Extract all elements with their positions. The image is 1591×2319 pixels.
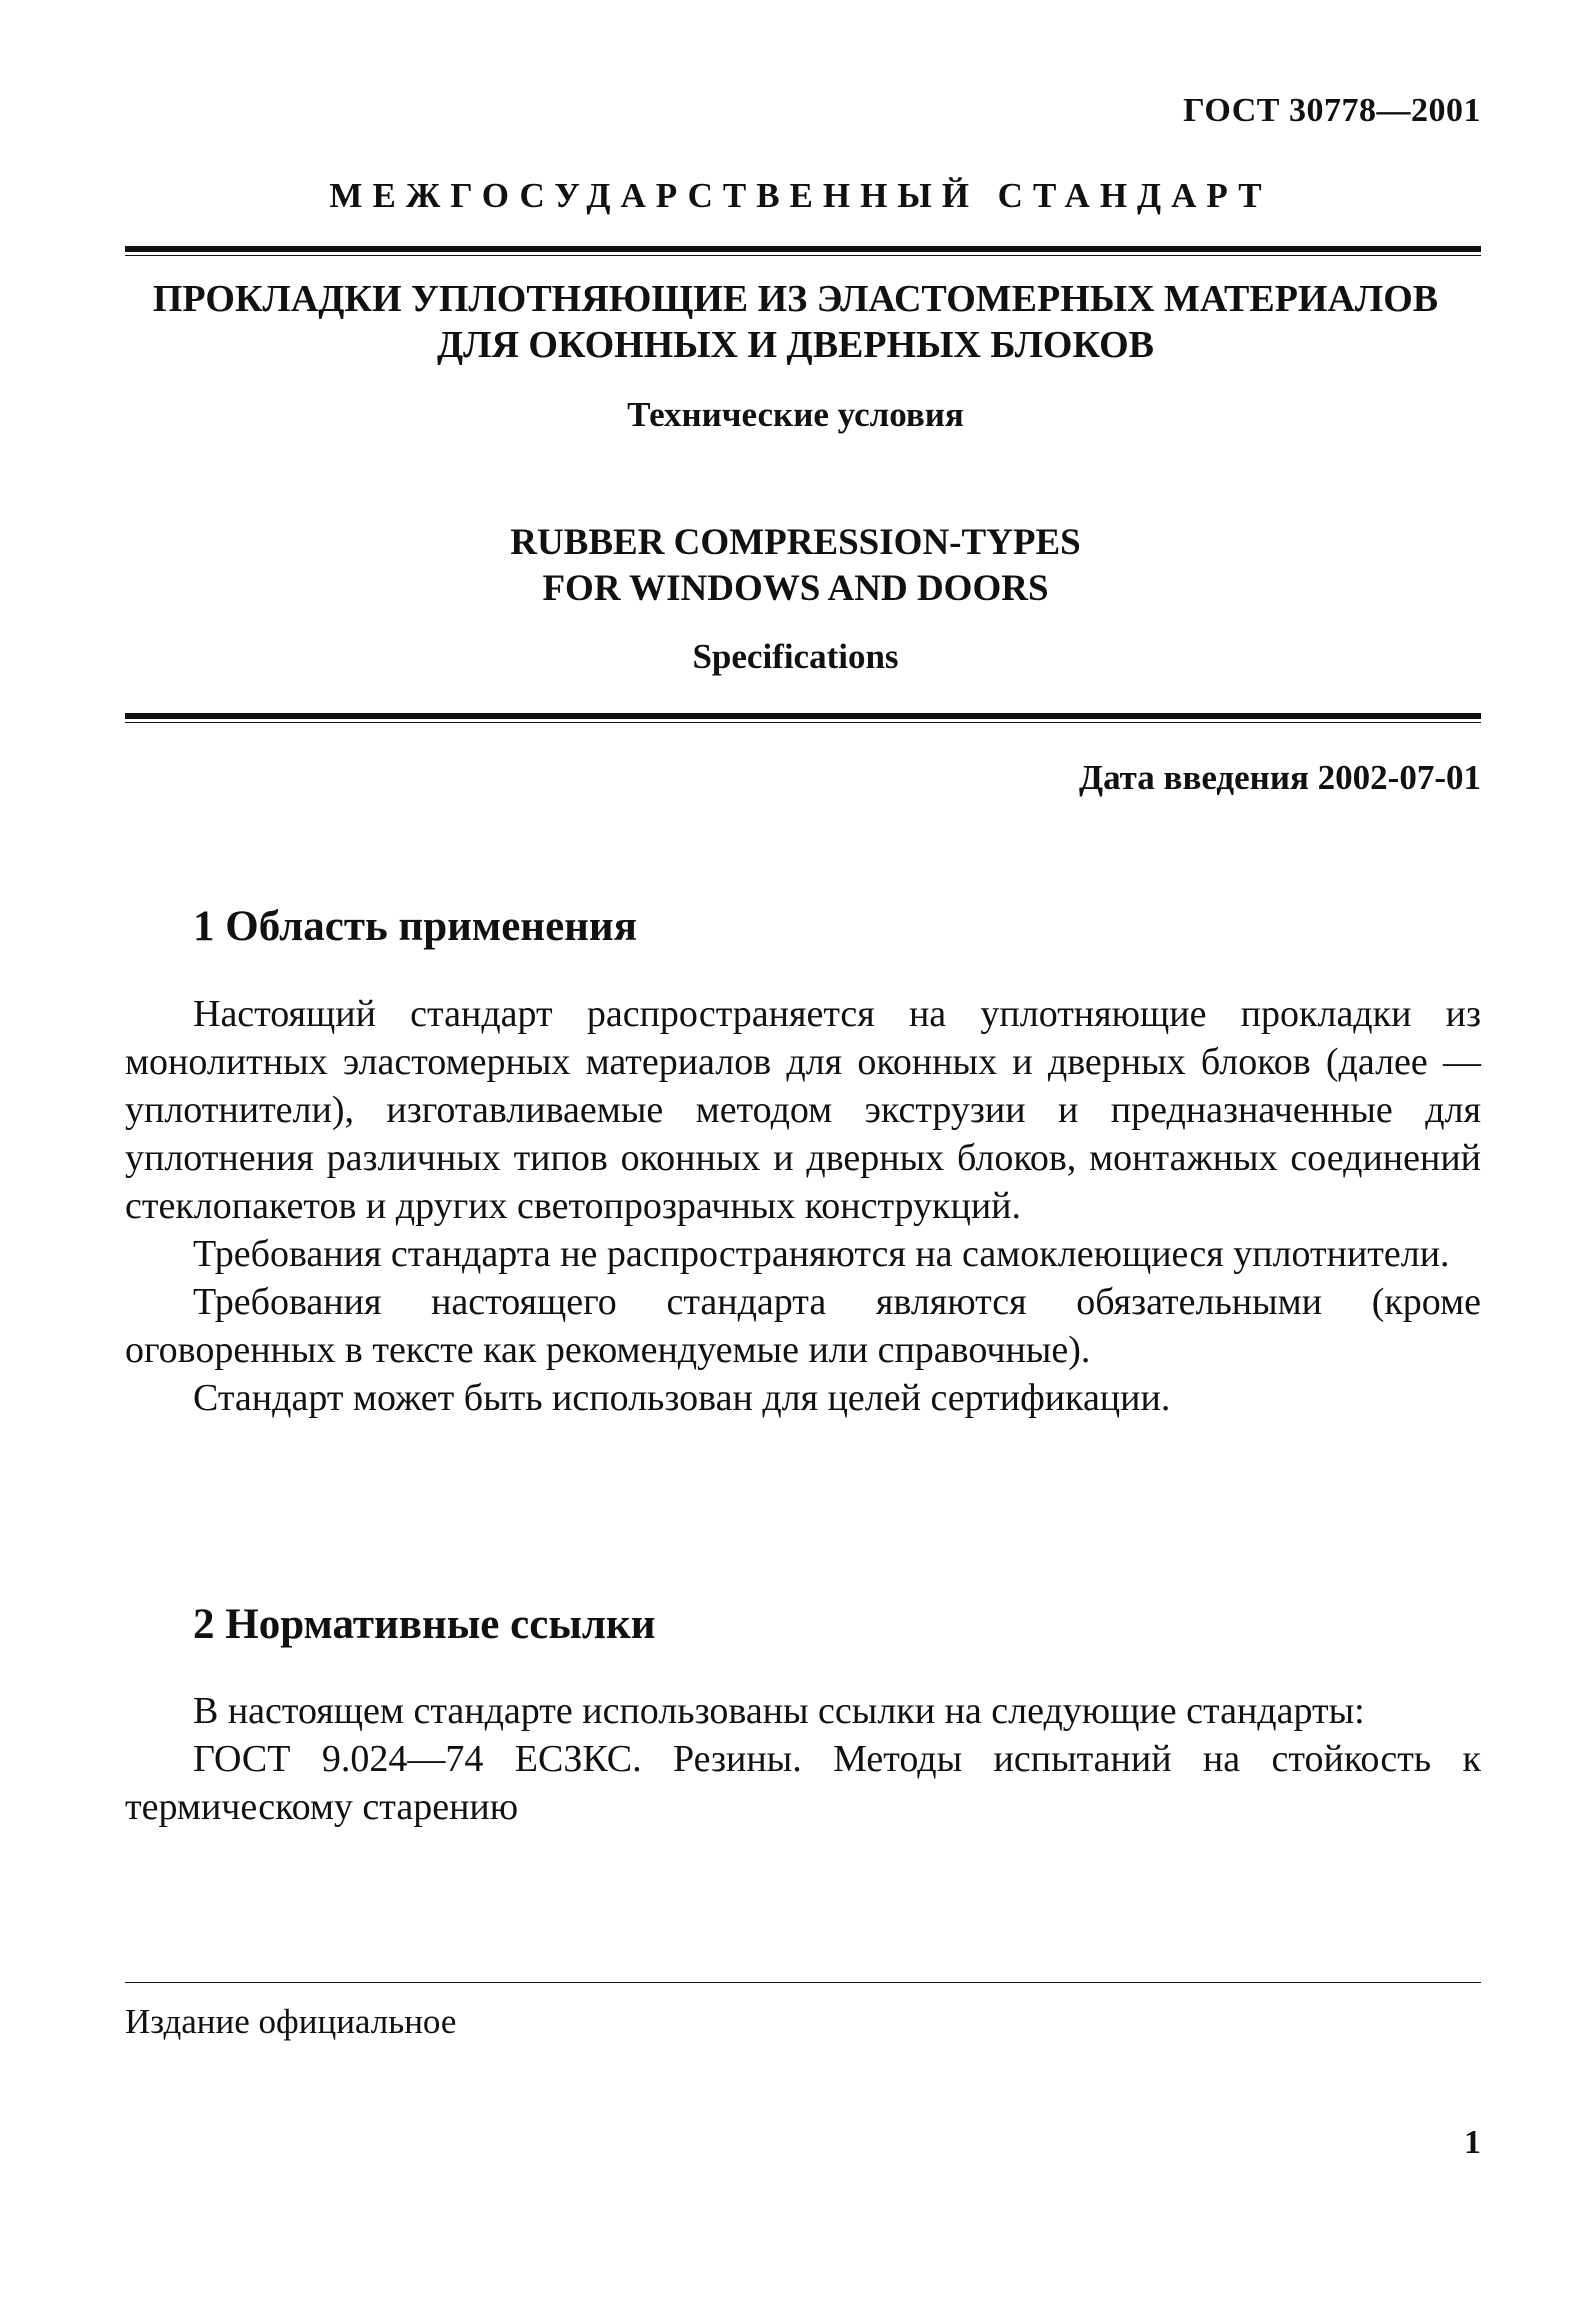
title-english-line-2: FOR WINDOWS AND DOORS [542, 568, 1049, 609]
paragraph: Настоящий стандарт распространяется на уплотняющие прокладки из монолитных эластомерных материалов для оконных и дверных блоков (далее — уплотнители), изготавливаемые методом экструзии и предназначенные для уплотнения различных типов оконных и дверных блоков, монтажных соединений стеклопакетов и других светопрозрачных конструкций. [125, 993, 1481, 1227]
title-russian-line-2: ДЛЯ ОКОННЫХ И ДВЕРНЫХ БЛОКОВ [437, 324, 1154, 366]
footer-divider [125, 1982, 1481, 1983]
section-body-references [125, 1687, 1481, 1831]
subtitle-english: Specifications [692, 637, 899, 676]
title-russian-line-1: ПРОКЛАДКИ УПЛОТНЯЮЩИЕ ИЗ ЭЛАСТОМЕРНЫХ МАТЕРИАЛОВ [152, 278, 1439, 320]
title-russian [0, 276, 1591, 368]
standard-type-heading: МЕЖГОСУДАРСТВЕННЫЙ СТАНДАРТ [329, 176, 1272, 215]
title-english [0, 520, 1591, 612]
subtitle-russian: Технические условия [627, 395, 964, 434]
page-number: 1 [1464, 2124, 1481, 2161]
section-heading-references: 2 Нормативные ссылки [193, 1601, 656, 1648]
paragraph: Стандарт может быть использован для целей сертификации. [193, 1377, 1171, 1419]
paragraph: Требования настоящего стандарта являются обязательными (кроме оговоренных в тексте как рекомендуемые или справочные). [125, 1281, 1481, 1371]
header-divider-top [125, 246, 1481, 256]
header-divider-bottom [125, 713, 1481, 723]
document-code: ГОСТ 30778—2001 [1183, 92, 1481, 129]
section-body-scope [125, 990, 1481, 1422]
introduction-date: Дата введения 2002-07-01 [1079, 758, 1481, 797]
paragraph: В настоящем стандарте использованы ссылки на следующие стандарты: [193, 1690, 1365, 1732]
title-english-line-1: RUBBER COMPRESSION-TYPES [510, 522, 1081, 563]
paragraph: ГОСТ 9.024—74 ЕСЗКС. Резины. Методы испытаний на стойкость к термическому старению [125, 1738, 1481, 1828]
section-heading-scope: 1 Область применения [193, 903, 637, 950]
paragraph: Требования стандарта не распространяются на самоклеющиеся уплотнители. [193, 1233, 1450, 1275]
edition-note: Издание официальное [125, 2002, 457, 2041]
